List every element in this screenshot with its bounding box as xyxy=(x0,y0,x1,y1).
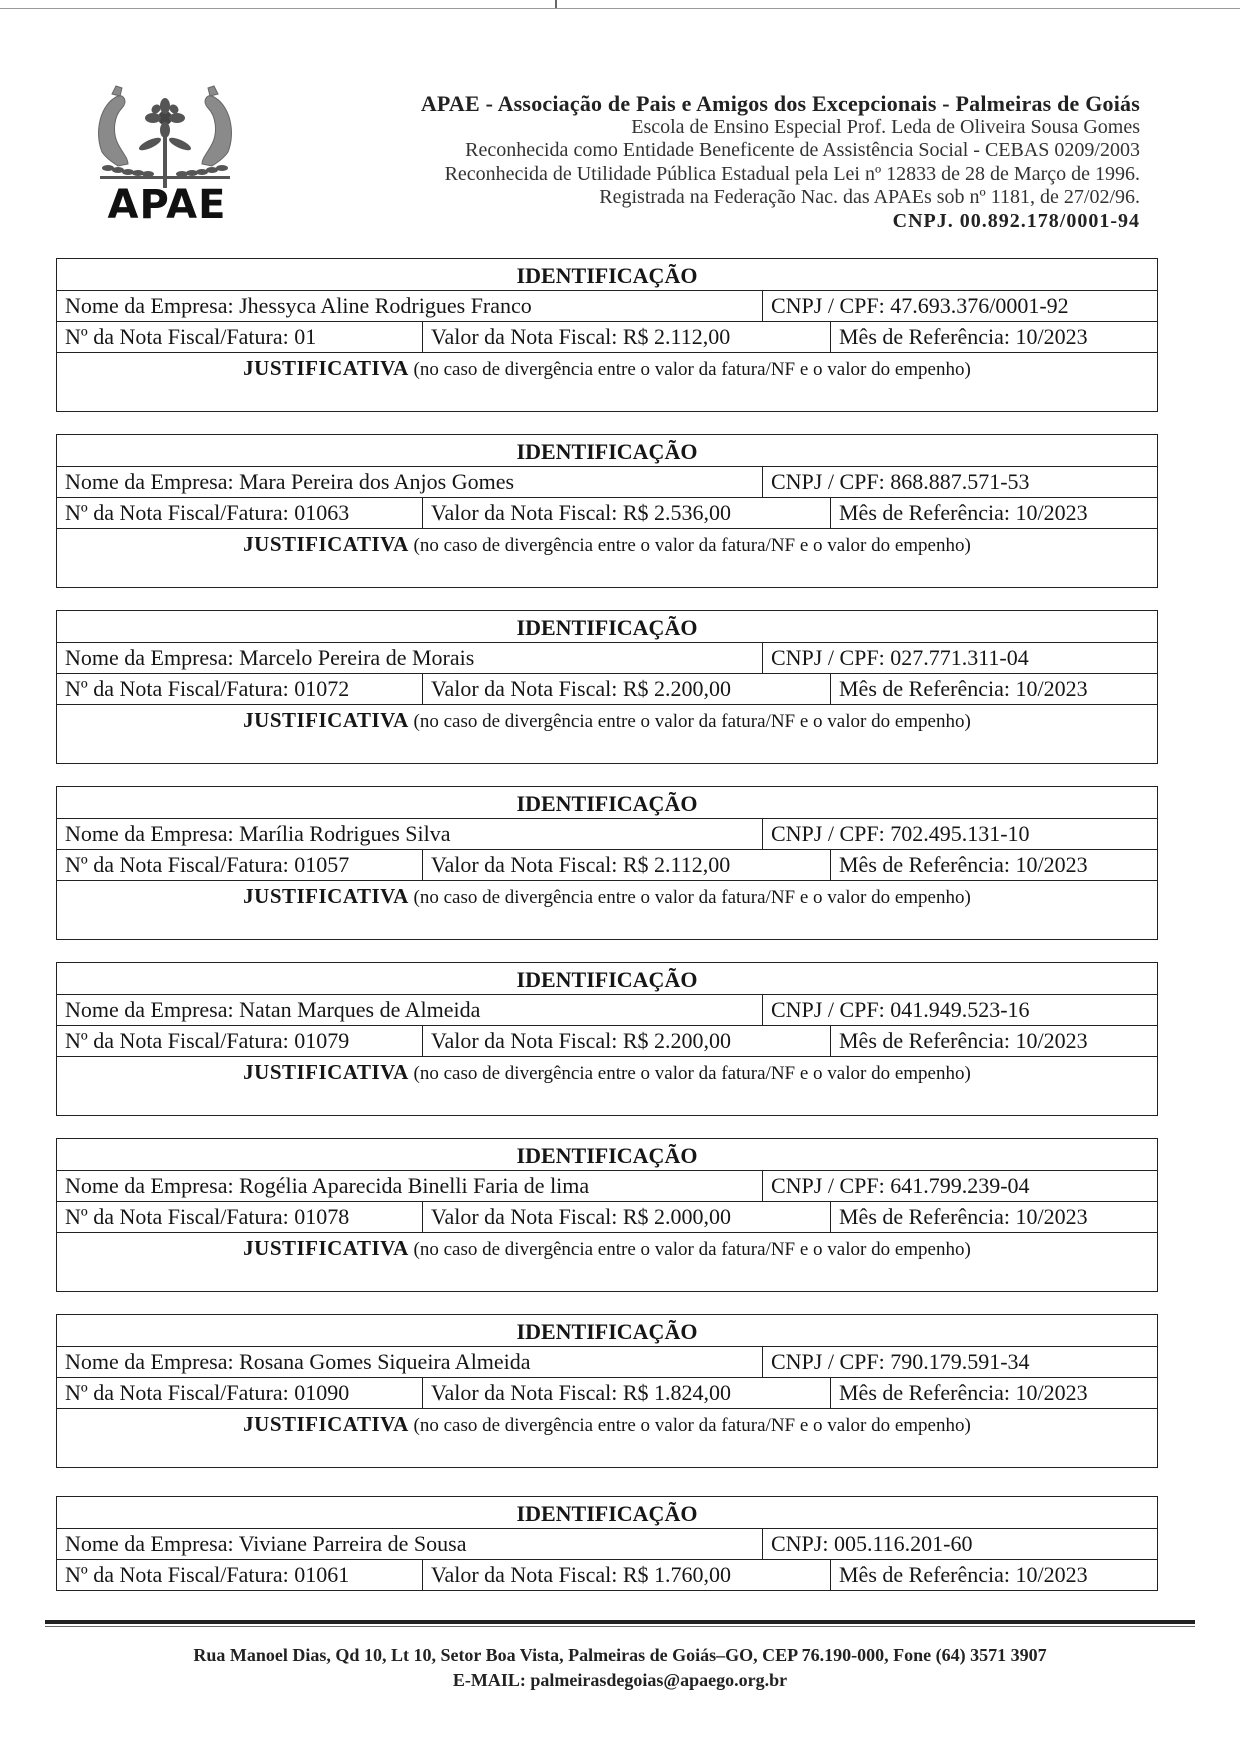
reference-month: Mês de Referência: 10/2023 xyxy=(830,1026,1157,1056)
footer-address: Rua Manoel Dias, Qd 10, Lt 10, Setor Boa Vista, Palmeiras de Goiás–GO, CEP 76.190-000, Fone (64) 3571 3907 xyxy=(193,1645,1047,1665)
justification-label: JUSTIFICATIVA xyxy=(243,1060,409,1084)
company-name: Nome da Empresa: Natan Marques de Almeida xyxy=(65,997,481,1022)
company-cnpj: CNPJ / CPF: 641.799.239-04 xyxy=(762,1171,1157,1201)
invoice-row xyxy=(57,498,1157,529)
scan-top-edge xyxy=(0,8,1240,9)
invoice-value: Valor da Nota Fiscal: R$ 2.112,00 xyxy=(422,322,830,352)
federation-registration: Registrada na Federação Nac. das APAEs sob nº 1181, de 27/02/96. xyxy=(599,186,1140,208)
invoice-number: Nº da Nota Fiscal/Fatura: 01 xyxy=(65,324,317,349)
justification-text: (no caso de divergência entre o valor da fatura/NF e o valor do empenho) xyxy=(408,711,971,732)
identification-box xyxy=(56,1138,1158,1292)
company-cnpj: CNPJ / CPF: 702.495.131-10 xyxy=(762,819,1157,849)
reference-month: Mês de Referência: 10/2023 xyxy=(830,674,1157,704)
identification-box xyxy=(56,258,1158,412)
organization-cnpj: CNPJ. 00.892.178/0001-94 xyxy=(892,209,1140,232)
justification-row xyxy=(57,1233,1157,1291)
company-row xyxy=(57,1171,1157,1202)
reference-month: Mês de Referência: 10/2023 xyxy=(830,1202,1157,1232)
justification-text: (no caso de divergência entre o valor da fatura/NF e o valor do empenho) xyxy=(408,887,971,908)
justification-label: JUSTIFICATIVA xyxy=(243,708,409,732)
company-row xyxy=(57,291,1157,322)
justification-label: JUSTIFICATIVA xyxy=(243,532,409,556)
invoice-number: Nº da Nota Fiscal/Fatura: 01072 xyxy=(65,676,350,701)
box-heading: IDENTIFICAÇÃO xyxy=(57,1315,1157,1347)
organization-header xyxy=(260,92,1140,233)
company-cnpj: CNPJ / CPF: 47.693.376/0001-92 xyxy=(762,291,1157,321)
company-row xyxy=(57,643,1157,674)
footer-divider xyxy=(45,1620,1195,1624)
justification-label: JUSTIFICATIVA xyxy=(243,356,409,380)
invoice-value: Valor da Nota Fiscal: R$ 1.760,00 xyxy=(422,1560,830,1590)
invoice-value: Valor da Nota Fiscal: R$ 1.824,00 xyxy=(422,1378,830,1408)
invoice-row xyxy=(57,1560,1157,1590)
hands-flower-icon xyxy=(88,82,248,192)
company-name: Nome da Empresa: Jhessyca Aline Rodrigues Franco xyxy=(65,293,532,318)
company-row xyxy=(57,467,1157,498)
company-name: Nome da Empresa: Rosana Gomes Siqueira Almeida xyxy=(65,1349,531,1374)
justification-text: (no caso de divergência entre o valor da fatura/NF e o valor do empenho) xyxy=(408,359,971,380)
justification-label: JUSTIFICATIVA xyxy=(243,884,409,908)
invoice-row xyxy=(57,1202,1157,1233)
cebas-registration: Reconhecida como Entidade Beneficente de Assistência Social - CEBAS 0209/2003 xyxy=(465,139,1140,161)
footer xyxy=(0,1643,1240,1693)
invoice-value: Valor da Nota Fiscal: R$ 2.536,00 xyxy=(422,498,830,528)
reference-month: Mês de Referência: 10/2023 xyxy=(830,850,1157,880)
identification-box xyxy=(56,962,1158,1116)
invoice-number: Nº da Nota Fiscal/Fatura: 01063 xyxy=(65,500,350,525)
company-row xyxy=(57,1529,1157,1560)
footer-divider-thin xyxy=(45,1626,1195,1627)
reference-month: Mês de Referência: 10/2023 xyxy=(830,498,1157,528)
justification-text: (no caso de divergência entre o valor da fatura/NF e o valor do empenho) xyxy=(408,1239,971,1260)
identification-box xyxy=(56,786,1158,940)
invoice-row xyxy=(57,322,1157,353)
reference-month: Mês de Referência: 10/2023 xyxy=(830,1378,1157,1408)
invoice-number: Nº da Nota Fiscal/Fatura: 01079 xyxy=(65,1028,350,1053)
company-cnpj: CNPJ: 005.116.201-60 xyxy=(762,1529,1157,1559)
company-row xyxy=(57,819,1157,850)
company-row xyxy=(57,1347,1157,1378)
company-row xyxy=(57,995,1157,1026)
identification-box xyxy=(56,610,1158,764)
box-heading: IDENTIFICAÇÃO xyxy=(57,611,1157,643)
identification-box xyxy=(56,1314,1158,1468)
company-name: Nome da Empresa: Marcelo Pereira de Morais xyxy=(65,645,475,670)
scan-top-mark xyxy=(555,0,557,8)
invoice-row xyxy=(57,674,1157,705)
justification-label: JUSTIFICATIVA xyxy=(243,1412,409,1436)
invoice-row xyxy=(57,850,1157,881)
company-name: Nome da Empresa: Mara Pereira dos Anjos Gomes xyxy=(65,469,515,494)
company-cnpj: CNPJ / CPF: 868.887.571-53 xyxy=(762,467,1157,497)
justification-text: (no caso de divergência entre o valor da fatura/NF e o valor do empenho) xyxy=(408,1063,971,1084)
identification-box xyxy=(56,434,1158,588)
justification-text: (no caso de divergência entre o valor da fatura/NF e o valor do empenho) xyxy=(408,1415,971,1436)
justification-row xyxy=(57,881,1157,939)
invoice-row xyxy=(57,1026,1157,1057)
company-cnpj: CNPJ / CPF: 027.771.311-04 xyxy=(762,643,1157,673)
invoice-value: Valor da Nota Fiscal: R$ 2.112,00 xyxy=(422,850,830,880)
box-heading: IDENTIFICAÇÃO xyxy=(57,259,1157,291)
justification-row xyxy=(57,705,1157,763)
justification-label: JUSTIFICATIVA xyxy=(243,1236,409,1260)
justification-row xyxy=(57,1057,1157,1115)
invoice-row xyxy=(57,1378,1157,1409)
invoice-number: Nº da Nota Fiscal/Fatura: 01061 xyxy=(65,1562,350,1587)
invoice-number: Nº da Nota Fiscal/Fatura: 01090 xyxy=(65,1380,350,1405)
invoice-number: Nº da Nota Fiscal/Fatura: 01078 xyxy=(65,1204,350,1229)
company-name: Nome da Empresa: Viviane Parreira de Sousa xyxy=(65,1531,467,1556)
invoice-value: Valor da Nota Fiscal: R$ 2.200,00 xyxy=(422,674,830,704)
justification-row xyxy=(57,1409,1157,1467)
box-heading: IDENTIFICAÇÃO xyxy=(57,435,1157,467)
justification-row xyxy=(57,529,1157,587)
identification-box xyxy=(56,1496,1158,1591)
box-heading: IDENTIFICAÇÃO xyxy=(57,1497,1157,1529)
box-heading: IDENTIFICAÇÃO xyxy=(57,963,1157,995)
box-heading: IDENTIFICAÇÃO xyxy=(57,787,1157,819)
company-name: Nome da Empresa: Marília Rodrigues Silva xyxy=(65,821,451,846)
box-heading: IDENTIFICAÇÃO xyxy=(57,1139,1157,1171)
company-cnpj: CNPJ / CPF: 790.179.591-34 xyxy=(762,1347,1157,1377)
apae-logo xyxy=(88,82,248,232)
justification-text: (no caso de divergência entre o valor da fatura/NF e o valor do empenho) xyxy=(408,535,971,556)
company-cnpj: CNPJ / CPF: 041.949.523-16 xyxy=(762,995,1157,1025)
footer-email: E-MAIL: palmeirasdegoias@apaego.org.br xyxy=(452,1670,788,1690)
company-name: Nome da Empresa: Rogélia Aparecida Binelli Faria de lima xyxy=(65,1173,590,1198)
invoice-value: Valor da Nota Fiscal: R$ 2.200,00 xyxy=(422,1026,830,1056)
logo-wordmark: APAE xyxy=(107,182,227,228)
organization-title: APAE - Associação de Pais e Amigos dos Excepcionais - Palmeiras de Goiás xyxy=(420,91,1140,116)
school-name: Escola de Ensino Especial Prof. Leda de Oliveira Sousa Gomes xyxy=(631,115,1140,138)
invoice-number: Nº da Nota Fiscal/Fatura: 01057 xyxy=(65,852,350,877)
invoice-value: Valor da Nota Fiscal: R$ 2.000,00 xyxy=(422,1202,830,1232)
reference-month: Mês de Referência: 10/2023 xyxy=(830,322,1157,352)
public-utility-law: Reconhecida de Utilidade Pública Estadual pela Lei nº 12833 de 28 de Março de 1996. xyxy=(444,162,1140,185)
reference-month: Mês de Referência: 10/2023 xyxy=(830,1560,1157,1590)
justification-row xyxy=(57,353,1157,411)
